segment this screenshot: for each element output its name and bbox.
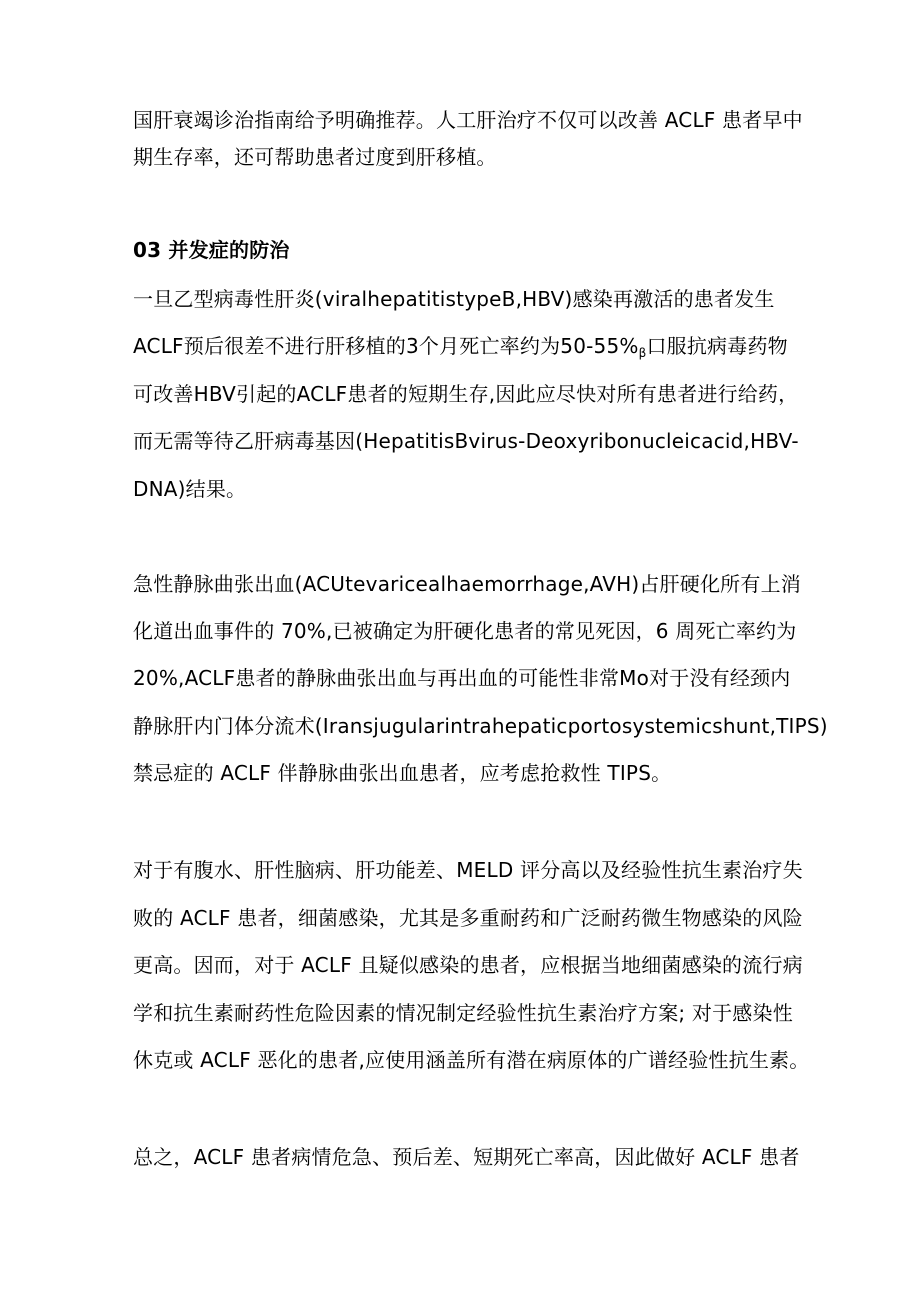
text-line: 期生存率，还可帮助患者过度到肝移植。 <box>133 145 497 169</box>
text-line: DNA)结果。 <box>133 477 247 501</box>
text-segment: ACLF预后很差不进行肝移植的3个月死亡率约为50-55% <box>133 334 639 358</box>
text-line: 学和抗生素耐药性危险因素的情况制定经验性抗生素治疗方案; 对于感染性 <box>133 1001 793 1025</box>
text-line: 急性静脉曲张出血(ACUtevaricealhaemorrhage,AVH)占肝硬化所有上消 <box>133 572 801 596</box>
text-line: 国肝衰竭诊治指南给予明确推荐。人工肝治疗不仅可以改善 ACLF 患者早中 <box>133 108 803 132</box>
text-line: 静脉肝内门体分流术(Iransjugularintrahepaticportosystemicshunt,TIPS) <box>133 714 828 738</box>
text-line: 休克或 ACLF 恶化的患者,应使用涵盖所有潜在病原体的广谱经验性抗生素。 <box>133 1048 810 1072</box>
text-line: 一旦乙型病毒性肝炎(viralhepatitistypeB,HBV)感染再激活的患者发生 <box>133 287 775 311</box>
text-line: 禁忌症的 ACLF 伴静脉曲张出血患者，应考虑抢救性 TIPS。 <box>133 761 672 785</box>
text-line: 对于有腹水、肝性脑病、肝功能差、MELD 评分高以及经验性抗生素治疗失 <box>133 858 803 882</box>
text-line: 而无需等待乙肝病毒基因(HepatitisBvirus-Deoxyribonucleicacid,HBV- <box>133 429 799 453</box>
beta-subscript: β <box>638 346 647 360</box>
section-heading: 03 并发症的防治 <box>133 238 290 262</box>
text-line: 败的 ACLF 患者，细菌感染，尤其是多重耐药和广泛耐药微生物感染的风险 <box>133 906 803 930</box>
text-line: 更高。因而，对于 ACLF 且疑似感染的患者，应根据当地细菌感染的流行病 <box>133 953 803 977</box>
text-segment: 口服抗病毒药物 <box>646 334 788 358</box>
text-line: 化道出血事件的 70%,已被确定为肝硬化患者的常见死因，6 周死亡率约为 <box>133 619 797 643</box>
text-line: 可改善HBV引起的ACLF患者的短期生存,因此应尽快对所有患者进行给药， <box>133 382 799 406</box>
text-line <box>133 332 788 367</box>
text-line: 总之，ACLF 患者病情危急、预后差、短期死亡率高，因此做好 ACLF 患者 <box>133 1145 800 1169</box>
text-line: 20%,ACLF患者的静脉曲张出血与再出血的可能性非常Mo对于没有经颈内 <box>133 666 791 690</box>
